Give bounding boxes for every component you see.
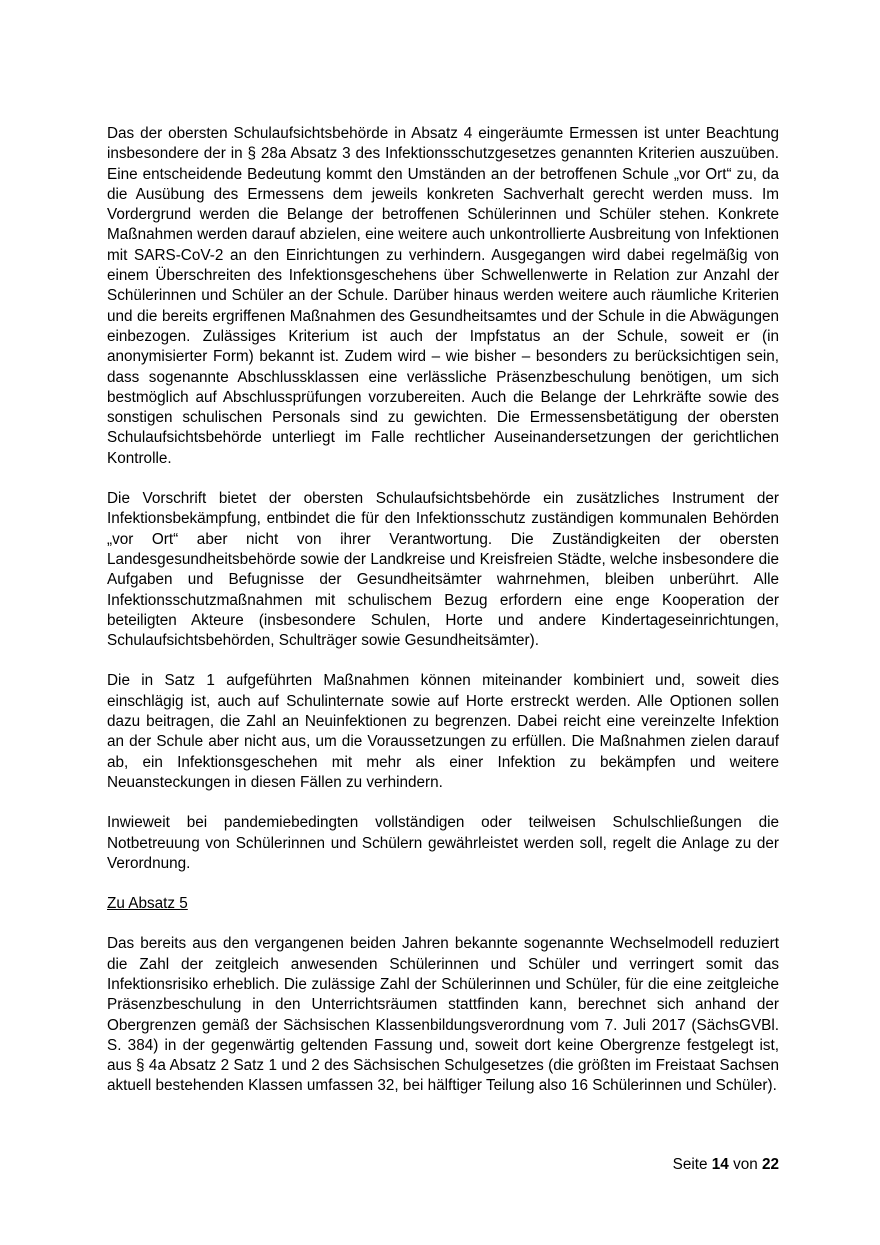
paragraph-instrument: Die Vorschrift bietet der obersten Schulaufsichtsbehörde ein zusätzliches Instrument der Infektionsbekämpfung, entbindet die für den Infektionsschutz zuständigen kommunalen Behörden „vor Ort“ aber nicht von ihrer Verantwortung. Die Zuständigkeiten der obersten Landesgesundheitsbehörde sowie der Landkreise und Kreisfreien Städte, welche insbesondere die Aufgaben und Befugnisse der Gesundheitsämter wahrnehmen, bleiben unberührt. Alle Infektionsschutzmaßnahmen mit schulischem Bezug erfordern eine enge Kooperation der beteiligten Akteure (insbesondere Schulen, Horte und andere Kindertageseinrichtungen, Schulaufsichtsbehörden, Schulträger sowie Gesundheitsämter).	[107, 490, 779, 650]
page-label: Seite	[672, 1156, 708, 1173]
paragraph-spacer	[107, 874, 779, 894]
paragraph-wechselmodell: Das bereits aus den vergangenen beiden Jahren bekannte sogenannte Wechselmodell reduziert die Zahl der zeitgleich anwesenden Schülerinnen und Schüler und verringert somit das Infektionsrisiko erheblich. Die zulässige Zahl der Schülerinnen und Schüler, für die eine zeitgleiche Präsenzbeschulung in den Unterrichtsräumen stattfinden kann, berechnet sich anhand der Obergrenzen gemäß der Sächsischen Klassenbildungsverordnung vom 7. Juli 2017 (SächsGVBl. S. 384) in der gegenwärtig geltenden Fassung und, soweit dort keine Obergrenze festgelegt ist, aus § 4a Absatz 2 Satz 1 und 2 des Sächsischen Schulgesetzes (die größten im Freistaat Sachsen aktuell bestehenden Klassen umfassen 32, bei hälftiger Teilung also 16 Schülerinnen und Schüler).	[107, 935, 779, 1095]
of-label: von	[733, 1156, 758, 1173]
paragraph-spacer	[107, 914, 779, 934]
paragraph-notbetreuung: Inwieweit bei pandemiebedingten vollständigen oder teilweisen Schulschließungen die Notbetreuung von Schülerinnen und Schülern gewährleistet werden soll, regelt die Anlage zu der Verordnung.	[107, 814, 779, 872]
document-body	[107, 124, 779, 1097]
section-heading: Zu Absatz 5	[107, 895, 188, 913]
total-pages: 22	[761, 1156, 779, 1173]
paragraph-spacer	[107, 469, 779, 489]
paragraph-massnahmen: Die in Satz 1 aufgeführten Maßnahmen können miteinander kombiniert und, soweit dies einschlägig ist, auch auf Schulinternate sowie auf Horte erstreckt werden. Alle Optionen sollen dazu beitragen, die Zahl an Neuinfektionen zu begrenzen. Dabei reicht eine vereinzelte Infektion an der Schule aber nicht aus, um die Voraussetzungen zu erfüllen. Die Maßnahmen zielen darauf ab, ein Infektionsgeschehen mit mehr als einer Infektion zu bekämpfen und weitere Neuansteckungen in diesen Fällen zu verhindern.	[107, 672, 779, 791]
page-number	[673, 1155, 779, 1175]
paragraph-ermessen: Das der obersten Schulaufsichtsbehörde in Absatz 4 eingeräumte Ermessen ist unter Beachtung insbesondere der in § 28a Absatz 3 des Infektionsschutzgesetzes genannten Kriterien auszuüben. Eine entscheidende Bedeutung kommt den Umständen an der betroffenen Schule „vor Ort“ zu, da die Ausübung des Ermessens dem jeweils konkreten Sachverhalt gerecht werden muss. Im Vordergrund werden die Belange der betroffenen Schülerinnen und Schüler stehen. Konkrete Maßnahmen werden darauf abzielen, eine weitere auch unkontrollierte Ausbreitung von Infektionen mit SARS-CoV-2 an den Einrichtungen zu verhindern. Ausgegangen wird dabei regelmäßig von einem Überschreiten des Infektionsgeschehens über Schwellenwerte in Relation zur Anzahl der Schülerinnen und Schüler an der Schule. Darüber hinaus werden weitere auch räumliche Kriterien und die bereits ergriffenen Maßnahmen des Gesundheitsamtes und der Schule in die Abwägungen einbezogen. Zulässiges Kriterium ist auch der Impfstatus an der Schule, soweit er (in anonymisierter Form) bekannt ist. Zudem wird – wie bisher – besonders zu berücksichtigen sein, dass sogenannte Abschlussklassen eine verlässliche Präsenzbeschulung benötigen, um sich bestmöglich auf Abschlussprüfungen vorzubereiten. Auch die Belange der Lehrkräfte sowie des sonstigen schulischen Personals sind zu gewichten. Die Ermessensbetätigung der obersten Schulaufsichtsbehörde unterliegt im Falle rechtlicher Auseinandersetzungen der gerichtlichen Kontrolle.	[107, 125, 779, 467]
paragraph-spacer	[107, 651, 779, 671]
current-page: 14	[711, 1156, 729, 1173]
paragraph-spacer	[107, 793, 779, 813]
